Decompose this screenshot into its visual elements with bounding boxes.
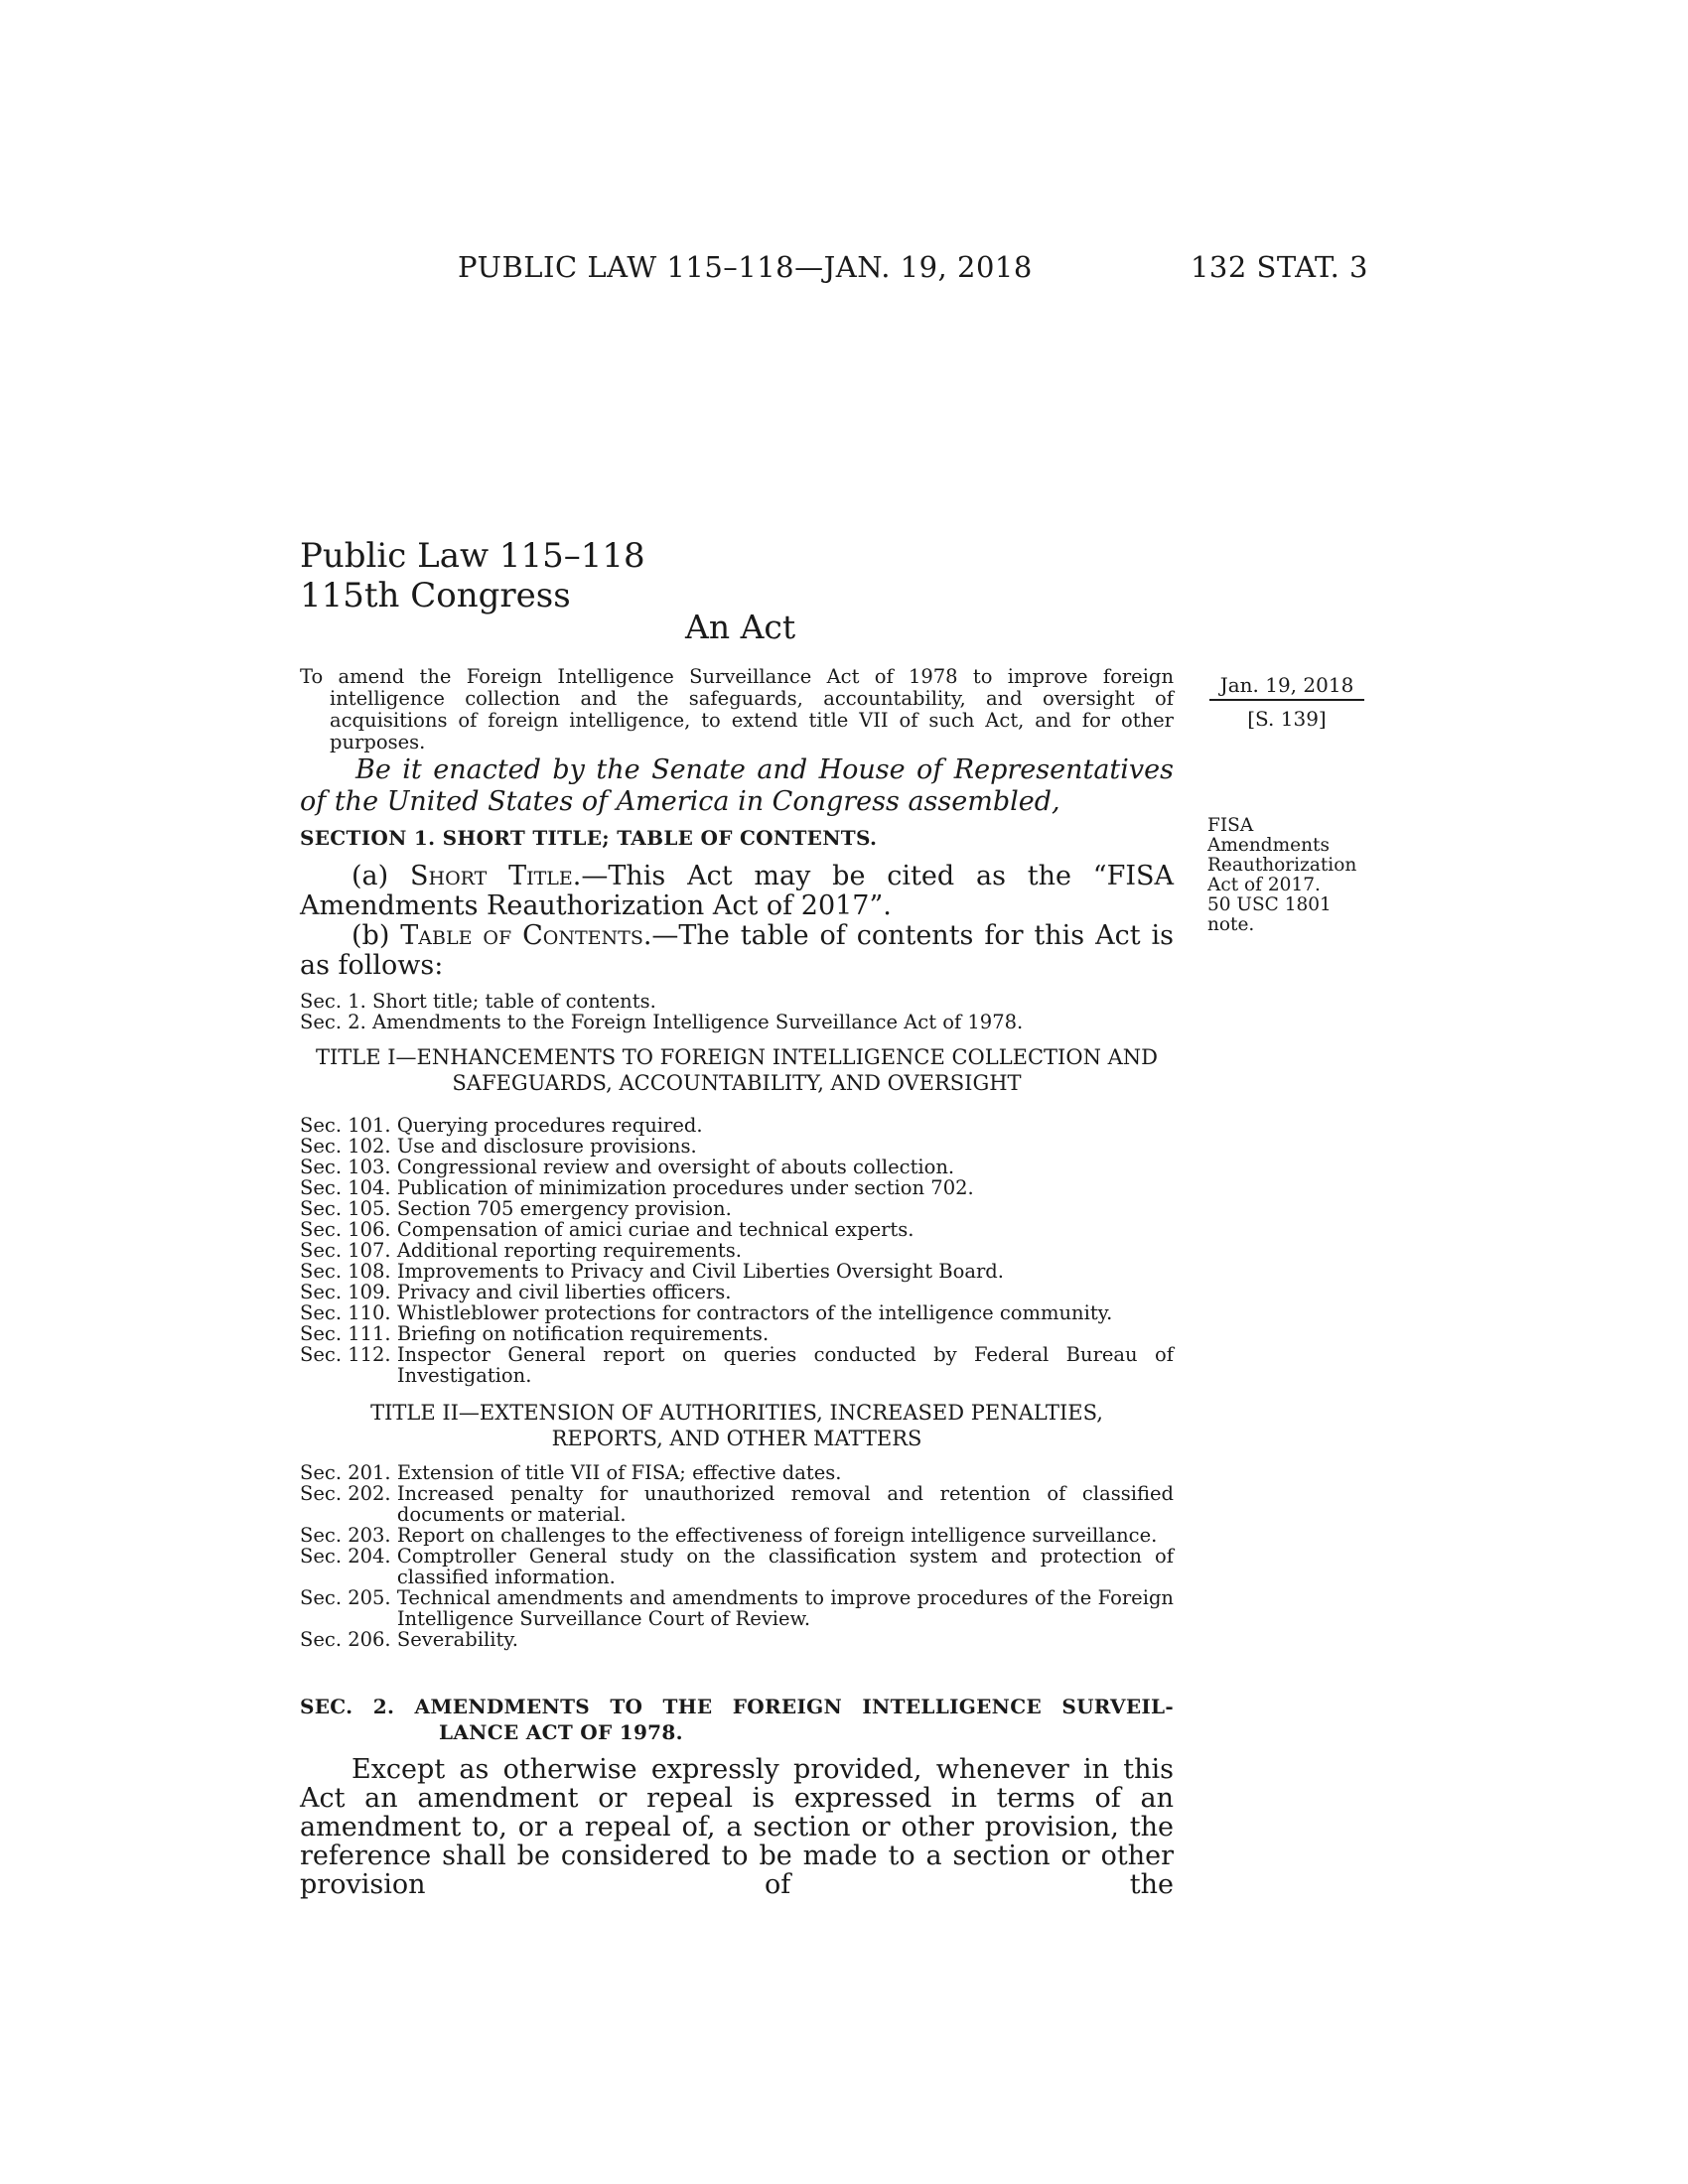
toc-item-number: Sec. 107. [300,1239,397,1262]
section-1a-label: (a) [352,861,410,891]
statute-page-number: 132 STAT. 3 [1190,250,1368,284]
section-1a-paragraph [300,862,1174,921]
toc-title-2-list [300,1462,1174,1650]
section-1a-text: .—This Act may be cited as the “FISA Amendments Reauthorization Act of 2017”. [300,861,1174,921]
toc-item-text: Use and disclosure provisions. [396,1135,697,1158]
enacting-clause-text: Be it enacted by the Senate and House of Representatives of the United States of America in Congress assembled, [300,754,1174,817]
toc-general-list [300,991,1174,1032]
toc-item-text: Inspector General report on queries conducted by Federal Bureau of Investigation. [396,1343,1174,1387]
toc-item [300,1157,1174,1177]
toc-item-number: Sec. 102. [300,1135,397,1158]
toc-title-2-heading-line: TITLE II—EXTENSION OF AUTHORITIES, INCREASED PENALTIES, [370,1401,1103,1425]
toc-item-text: Briefing on notification requirements. [396,1322,770,1345]
toc-item-text: Report on challenges to the effectiveness of foreign intelligence surveillance. [396,1524,1158,1547]
margin-note-line: FISA [1207,815,1254,836]
toc-item [300,1261,1174,1282]
toc-title-1-heading-line: SAFEGUARDS, ACCOUNTABILITY, AND OVERSIGHT [452,1071,1022,1095]
toc-item [300,1546,1174,1587]
toc-item-number: Sec. 202. [300,1482,397,1505]
section-2-heading-line: SEC. 2. AMENDMENTS TO THE FOREIGN INTELLIGENCE SURVEIL- [300,1695,1174,1718]
toc-item-number: Sec. 108. [300,1260,397,1283]
enacting-clause [300,754,1174,818]
section-2-heading-line: LANCE ACT OF 1978. [439,1720,683,1744]
margin-note [1207,816,1376,935]
toc-title-2-heading-line: REPORTS, AND OTHER MATTERS [551,1427,922,1450]
toc-item [300,1012,1174,1032]
toc-item-text: Short title; table of contents. [372,990,656,1013]
toc-item [300,1115,1174,1136]
toc-item [300,1462,1174,1483]
toc-title-1-list [300,1115,1174,1386]
toc-item [300,1344,1174,1386]
toc-item-number: Sec. 112. [300,1343,397,1366]
toc-item [300,1323,1174,1344]
toc-item-text: Congressional review and oversight of abouts collection. [396,1156,955,1178]
toc-item-number: Sec. 1. [300,990,373,1013]
toc-item [300,1198,1174,1219]
toc-item-number: Sec. 105. [300,1197,397,1220]
section-2-body [300,1755,1174,1899]
section-1-heading: SECTION 1. SHORT TITLE; TABLE OF CONTENTS. [300,826,878,850]
section-2-heading [300,1694,1174,1745]
toc-item [300,1302,1174,1323]
margin-note-line: Reauthorization [1207,855,1357,876]
section-2-body-text: Except as otherwise expressly provided, whenever in this Act an amendment or repeal is expressed in terms of an amendment to, or a repeal of, a section or other provision, the reference shall be considered to be made to a section or other provision of the [300,1754,1174,1900]
toc-item-text: Improvements to Privacy and Civil Liberties Oversight Board. [396,1260,1004,1283]
toc-item-text: Publication of minimization procedures under section 702. [396,1176,974,1199]
section-1a-caption: Short Title [410,861,573,891]
toc-item-text: Technical amendments and amendments to improve procedures of the Foreign Intelligence Surveillance Court of Review. [396,1586,1174,1630]
toc-item-number: Sec. 103. [300,1156,397,1178]
section-1b-caption: Table of Contents [400,920,643,951]
margin-note-line: Amendments [1207,835,1330,856]
section-1b-paragraph [300,921,1174,981]
margin-date: Jan. 19, 2018 [1209,675,1364,701]
toc-item-text: Querying procedures required. [396,1114,703,1137]
act-title: An Act [685,608,796,646]
toc-item [300,1587,1174,1629]
margin-note-line: 50 USC 1801 [1207,894,1332,915]
public-law-number: Public Law 115–118 [300,536,645,576]
margin-note-line: Act of 2017. [1207,875,1321,895]
toc-item-number: Sec. 204. [300,1545,397,1568]
toc-title-1-heading [300,1044,1174,1096]
toc-item [300,1240,1174,1261]
toc-item-number: Sec. 203. [300,1524,397,1547]
section-1b-text: .—The table of contents for this Act is as follows: [300,920,1175,981]
toc-title-2-heading [300,1400,1174,1451]
act-purpose: To amend the Foreign Intelligence Surveillance Act of 1978 to improve foreign intelligence collection and the safeguards, accountability, and oversight of acquisitions of foreign intelligence, to extend title VII of such Act, and for other purposes. [300,665,1174,753]
toc-item-number: Sec. 206. [300,1628,397,1651]
toc-title-1-heading-line: TITLE I—ENHANCEMENTS TO FOREIGN INTELLIGENCE COLLECTION AND [316,1045,1158,1069]
toc-item [300,991,1174,1012]
toc-item-text: Amendments to the Foreign Intelligence Surveillance Act of 1978. [372,1011,1024,1033]
toc-item-number: Sec. 2. [300,1011,373,1033]
toc-item-number: Sec. 101. [300,1114,397,1137]
toc-item [300,1629,1174,1650]
toc-item-text: Comptroller General study on the classification system and protection of classified information. [396,1545,1174,1588]
toc-item [300,1177,1174,1198]
toc-item-number: Sec. 109. [300,1281,397,1303]
toc-item-number: Sec. 106. [300,1218,397,1241]
toc-item-text: Privacy and civil liberties officers. [396,1281,732,1303]
toc-item-number: Sec. 104. [300,1176,397,1199]
toc-item-number: Sec. 205. [300,1586,397,1609]
section-1b-label: (b) [352,920,401,951]
toc-item-text: Whistleblower protections for contractors of the intelligence community. [396,1301,1113,1324]
toc-item-text: Increased penalty for unauthorized removal and retention of classified documents or material. [396,1482,1174,1526]
toc-item [300,1136,1174,1157]
toc-item [300,1483,1174,1525]
toc-item [300,1219,1174,1240]
toc-item-text: Section 705 emergency provision. [396,1197,732,1220]
margin-bill-number: [S. 139] [1247,707,1327,731]
running-header-title: PUBLIC LAW 115–118—JAN. 19, 2018 [458,250,1033,284]
toc-item [300,1282,1174,1302]
congress-label: 115th Congress [300,576,571,615]
toc-item-number: Sec. 110. [300,1301,397,1324]
toc-item-number: Sec. 111. [300,1322,397,1345]
toc-item-text: Severability. [396,1628,518,1651]
toc-item-text: Compensation of amici curiae and technical experts. [396,1218,914,1241]
toc-item [300,1525,1174,1546]
toc-item-number: Sec. 201. [300,1461,397,1484]
toc-item-text: Additional reporting requirements. [396,1239,742,1262]
margin-note-line: note. [1207,914,1255,935]
toc-item-text: Extension of title VII of FISA; effective dates. [396,1461,842,1484]
